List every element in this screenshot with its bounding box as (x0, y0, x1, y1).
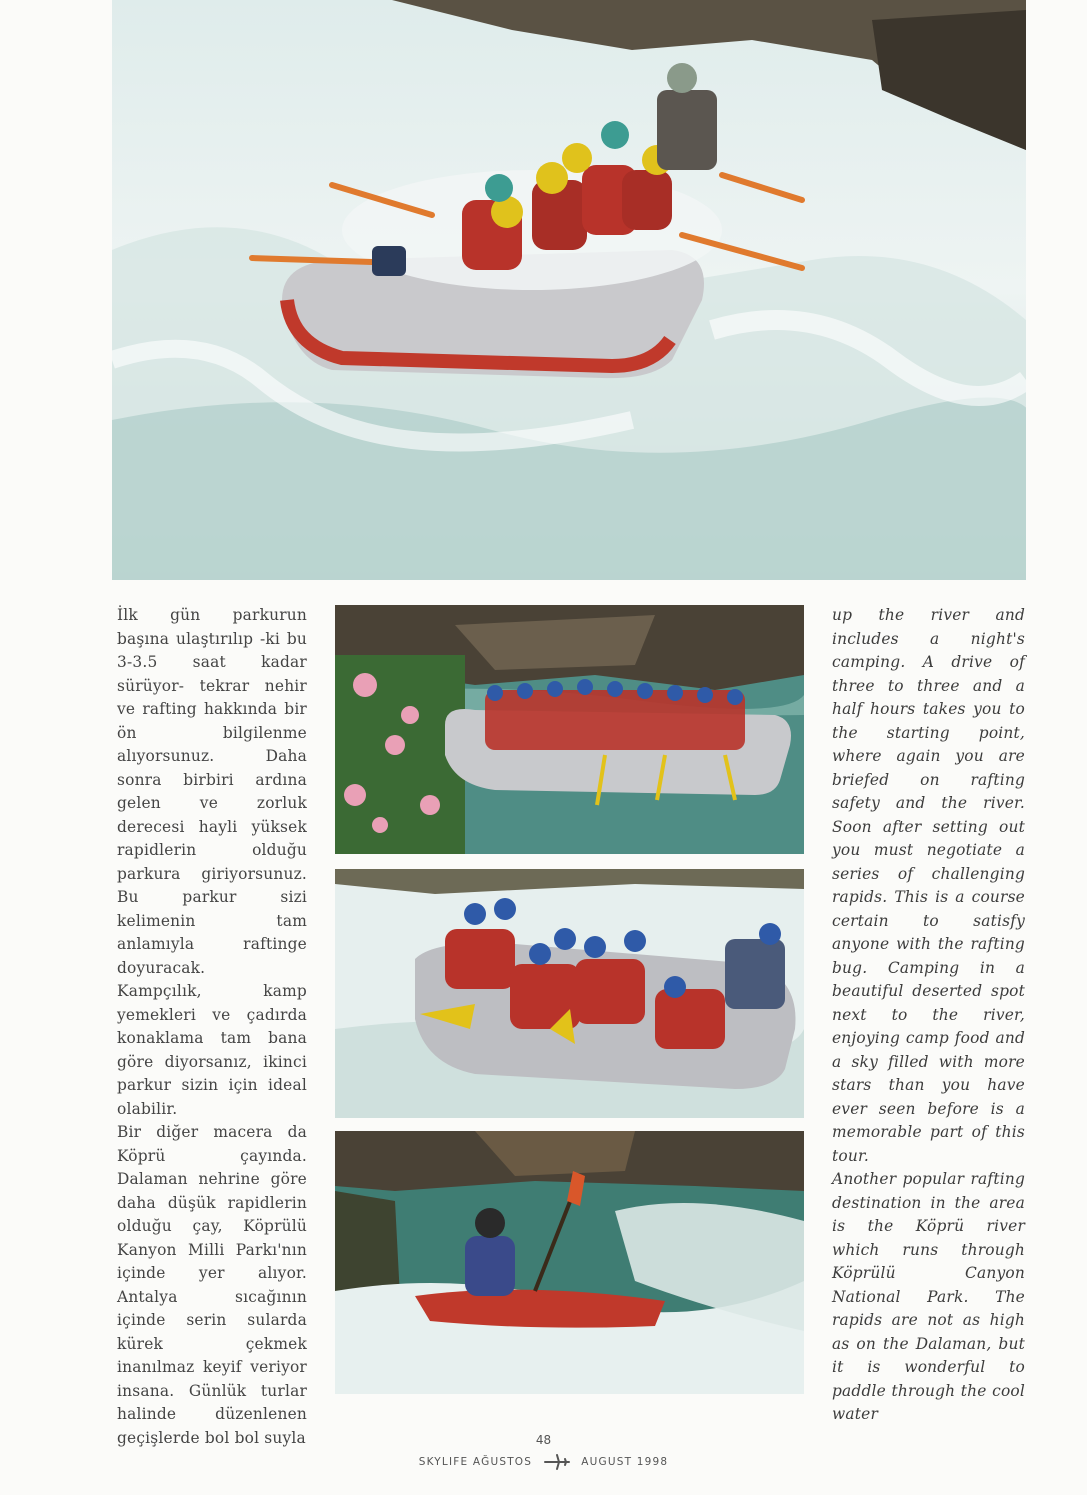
airplane-icon (543, 1453, 571, 1471)
footer-folio (0, 1453, 1087, 1471)
turkish-article-column (117, 604, 307, 1450)
english-article-column (832, 604, 1025, 1427)
page-number: 48 (535, 1433, 552, 1447)
photo-kayaker (335, 1131, 804, 1394)
magazine-name: SKYLIFE (418, 1456, 469, 1468)
turkish-paragraph-2: Kampçılık, kamp yemekleri ve çadırda konaklama tam bana göre diyorsanız, ikinci parkur sizin için ideal olabilir. (117, 982, 307, 1118)
turkish-paragraph-1: İlk gün parkurun başına ulaştırılıp -ki bu 3-3.5 saat kadar sürüyor- tekrar nehir ve rafting hakkında bir ön bilgilenme alıyorsunuz. Daha sonra birbiri ardına gelen ve zorluk derecesi hayli yüksek rapidlerin olduğu parkura giriyorsunuz. Bu parkur sizi kelimenin tam anlamıyla raftinge doyuracak. (117, 606, 307, 977)
photo-raft-rapids (335, 869, 804, 1118)
month-turkish: AĞUSTOS (472, 1456, 533, 1468)
photo-rafting-whitewater (112, 0, 1026, 580)
english-paragraph-1: up the river and includes a night's camping. A drive of three to three and a half hours takes you to the starting point, where again you are briefed on rafting safety and the river. Soon after setting out you must negotiate a series of challenging rapids. This is a course certain to satisfy anyone with the rafting bug. Camping in a beautiful deserted spot next to the river, enjoying camp food and a sky filled with more stars than you have ever seen before is a memorable part of this tour. (832, 606, 1025, 1165)
english-paragraph-2: Another popular rafting destination in the area is the Köprü river which runs through Köprülü Canyon National Park. The rapids are not as high as on the Dalaman, but it is wonderful to paddle through the cool water (832, 1170, 1025, 1423)
month-english: AUGUST 1998 (581, 1456, 669, 1468)
photo-rafts-calm-river (335, 605, 804, 854)
turkish-paragraph-3: Bir diğer macera da Köprü çayında. Dalaman nehrine göre daha düşük rapidlerin olduğu çay, Köprülü Kanyon Milli Parkı'nın içinde yer alıyor. Antalya sıcağının içinde serin sularda kürek çekmek inanılmaz keyif veriyor insana. Günlük turlar halinde düzenlenen geçişlerde bol bol suyla (117, 1123, 307, 1447)
